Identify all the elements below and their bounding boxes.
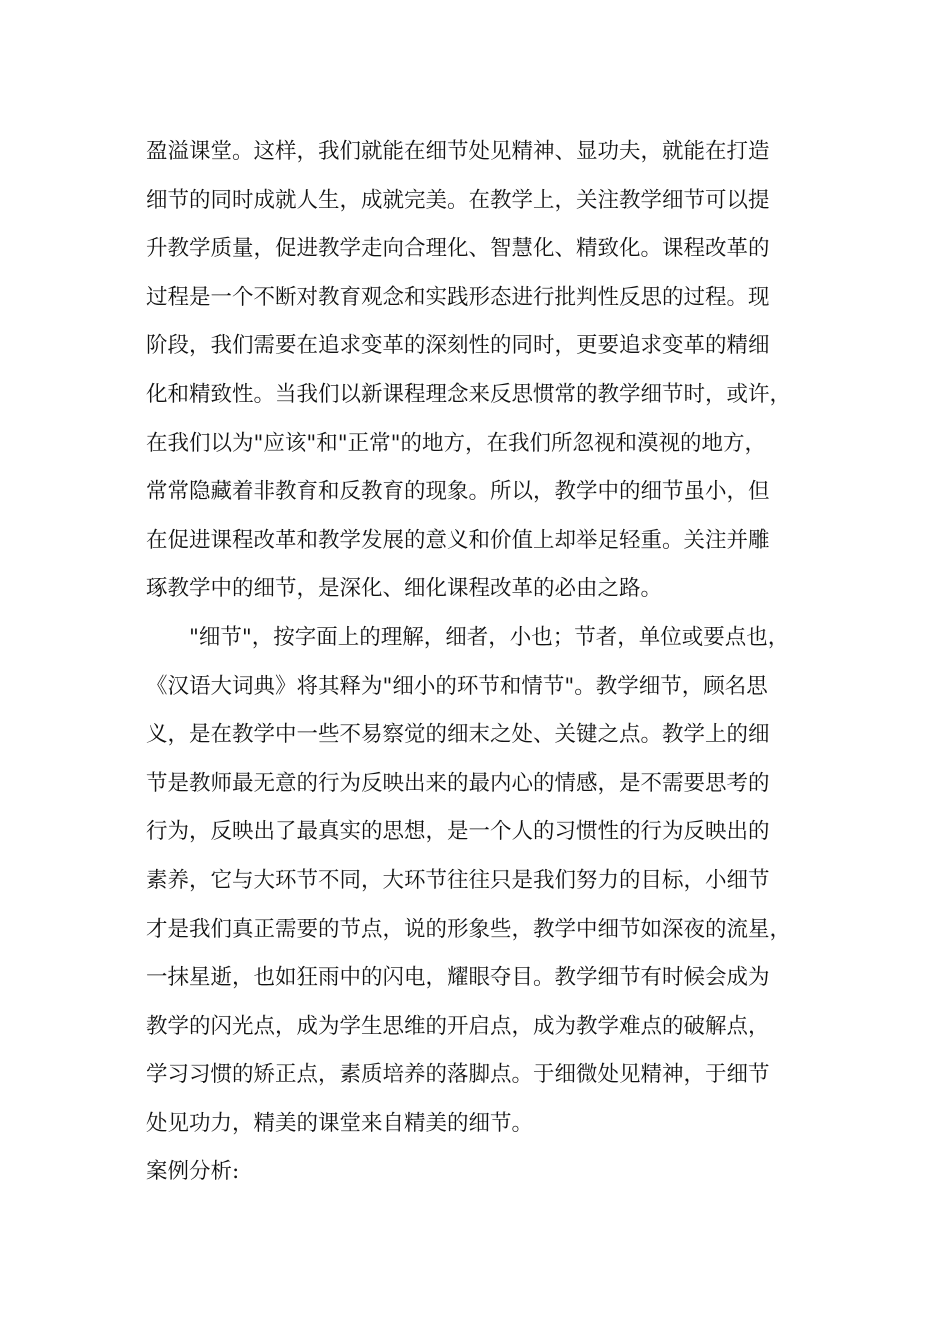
text-line: 常常隐藏着非教育和反教育的现象。所以，教学中的细节虽小，但 bbox=[146, 479, 770, 505]
text-line: 琢教学中的细节，是深化、细化课程改革的必由之路。 bbox=[146, 576, 663, 602]
text-line: 《汉语大词典》将其释为"细小的环节和情节"。教学细节，顾名思 bbox=[146, 673, 768, 699]
text-line: 升教学质量，促进教学走向合理化、智慧化、精致化。课程改革的 bbox=[146, 236, 770, 262]
text-line: 在我们以为"应该"和"正常"的地方，在我们所忽视和漠视的地方， bbox=[146, 430, 767, 456]
text-line: 教学的闪光点，成为学生思维的开启点，成为教学难点的破解点， bbox=[146, 1013, 770, 1039]
text-line: 盈溢课堂。这样，我们就能在细节处见精神、显功夫，就能在打造 bbox=[146, 139, 770, 164]
text-line: 处见功力，精美的课堂来自精美的细节。 bbox=[146, 1110, 534, 1136]
section-heading: 案例分析: bbox=[146, 1159, 240, 1185]
text-line: 细节的同时成就人生，成就完美。在教学上，关注教学细节可以提 bbox=[146, 187, 770, 213]
body-text bbox=[146, 128, 826, 1197]
text-line: 化和精致性。当我们以新课程理念来反思惯常的教学细节时，或许， bbox=[146, 381, 792, 407]
text-line: 才是我们真正需要的节点，说的形象些，教学中细节如深夜的流星， bbox=[146, 916, 792, 942]
text-line: 义，是在教学中一些不易察觉的细末之处、关键之点。教学上的细 bbox=[146, 722, 770, 748]
text-line: 一抹星逝，也如狂雨中的闪电，耀眼夺目。教学细节有时候会成为 bbox=[146, 965, 770, 991]
text-line: 过程是一个不断对教育观念和实践形态进行批判性反思的过程。现 bbox=[146, 284, 770, 310]
text-line: 学习习惯的矫正点，素质培养的落脚点。于细微处见精神，于细节 bbox=[146, 1062, 770, 1088]
text-line: 素养，它与大环节不同，大环节往往只是我们努力的目标，小细节 bbox=[146, 867, 770, 893]
text-line: 行为，反映出了最真实的思想，是一个人的习惯性的行为反映出的 bbox=[146, 819, 770, 845]
text-line: 在促进课程改革和教学发展的意义和价值上却举足轻重。关注并雕 bbox=[146, 527, 770, 553]
text-line: 阶段，我们需要在追求变革的深刻性的同时，更要追求变革的精细 bbox=[146, 333, 770, 359]
text-line: 节是教师最无意的行为反映出来的最内心的情感，是不需要思考的 bbox=[146, 770, 770, 796]
paragraph-first-line: "细节"，按字面上的理解，细者，小也；节者，单位或要点也， bbox=[189, 624, 790, 650]
